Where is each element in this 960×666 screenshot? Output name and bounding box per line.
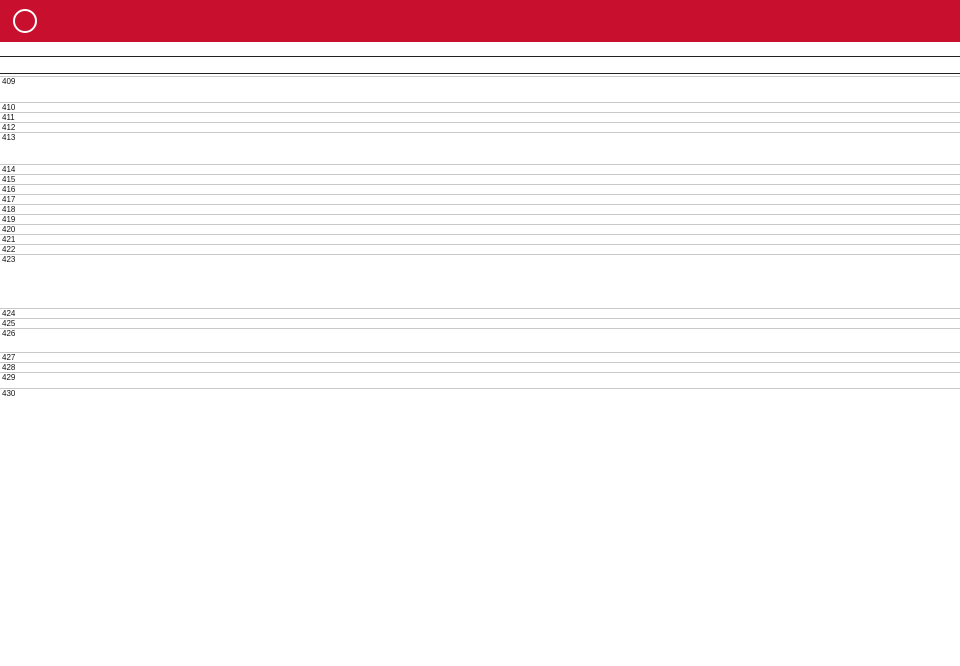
table-row [0, 318, 960, 328]
cell-num: 417 [2, 195, 16, 204]
table-row [0, 244, 960, 254]
table-row [0, 132, 960, 142]
table-row [0, 328, 960, 338]
cell-num: 419 [2, 215, 16, 224]
cell-num: 426 [2, 329, 16, 338]
table-row [0, 112, 960, 122]
cell-num: 424 [2, 309, 16, 318]
table-row [0, 308, 960, 318]
emblem-icon [10, 6, 70, 36]
table-row [0, 372, 960, 382]
cell-num: 421 [2, 235, 16, 244]
page-banner [0, 0, 960, 42]
table-row [0, 184, 960, 194]
table-row [0, 204, 960, 214]
cell-num: 425 [2, 319, 16, 328]
cell-num: 420 [2, 225, 16, 234]
cell-num: 418 [2, 205, 16, 214]
column-headers [0, 56, 960, 74]
cell-num: 410 [2, 103, 16, 112]
cell-num: 430 [2, 389, 16, 398]
cell-num: 415 [2, 175, 16, 184]
table-row [0, 352, 960, 362]
cell-num: 429 [2, 373, 16, 382]
cell-num: 428 [2, 363, 16, 372]
cell-num: 427 [2, 353, 16, 362]
cell-num: 411 [2, 113, 15, 122]
table-row [0, 224, 960, 234]
cell-num: 422 [2, 245, 16, 254]
table-row [0, 76, 960, 86]
cell-num: 409 [2, 77, 16, 86]
cell-num: 412 [2, 123, 16, 132]
table-row [0, 214, 960, 224]
table-row [0, 164, 960, 174]
table-row [0, 388, 960, 398]
cell-num: 423 [2, 255, 16, 264]
table-row [0, 122, 960, 132]
table-row [0, 234, 960, 244]
cell-num: 413 [2, 133, 16, 142]
table-row [0, 174, 960, 184]
table-row [0, 194, 960, 204]
cell-num: 416 [2, 185, 16, 194]
table-row [0, 362, 960, 372]
cell-num: 414 [2, 165, 16, 174]
table-row [0, 102, 960, 112]
table-row [0, 254, 960, 264]
